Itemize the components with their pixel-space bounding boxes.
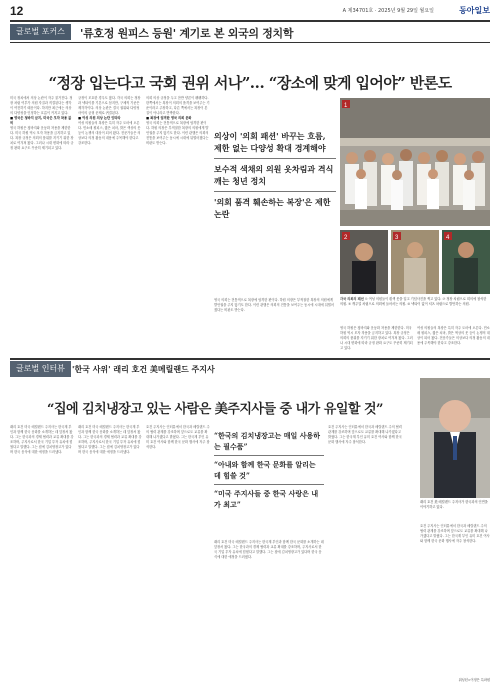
reporter-byline: 워싱턴=이정은 특파원 xyxy=(458,678,490,682)
section-tag: 글로벌 포커스 xyxy=(10,24,71,40)
column-text: 여성 의원들의 복장은 특히 자주 도마에 오른다. 민소매 원피스, 짧은 치마, 밝은 색상의 옷 등이 논쟁의 대상이 되어 왔다. 전문가들은 의상보다 의정 활동의 내용에 주목해야 한다고 강조한다. xyxy=(417,326,490,345)
interview-column-2 xyxy=(78,425,142,685)
photo-three xyxy=(391,230,439,294)
column-text: 호건 주지사는 인터뷰에서 한국과 메릴랜드 주의 협력 관계를 강조하며 앞으로도 교류를 확대해 나가겠다고 밝혔다. 그는 한국계 부인 유미 호건 여사와 함께 한국 문화 행사에 자주 참석한다. xyxy=(420,524,490,543)
section2-header xyxy=(10,361,490,377)
interview-photo-caption: 래리 호건 美 메릴랜드 주지사가 한국과의 인연을 이야기하고 있다. xyxy=(420,500,488,509)
column-text: 영국 의회는 전통적으로 복장에 엄격한 편이다. 하원 의장은 부적절한 복장의 의원에게 발언권을 주지 않기도 한다. 이런 관행은 의회의 전통을 보여주는 동시에 시대에 뒤떨어졌다는 비판도 받는다. xyxy=(214,298,334,312)
subheading: ■ 복장에 엄격한 영국 의회 문화 xyxy=(146,116,192,120)
section2-rule xyxy=(10,358,490,360)
header-rule xyxy=(10,20,490,22)
interview-quotes xyxy=(214,430,324,510)
page-header xyxy=(10,6,490,18)
interview-quote: “미국 주지사들 중 한국 사랑은 내가 최고” xyxy=(214,489,319,509)
svg-text:4: 4 xyxy=(446,235,450,241)
column-text: 래리 호건 미국 메릴랜드 주지사는 한국계 부인과 함께 한국 문화를 소개하는 데 앞장서 왔다. 그는 한국과의 경제 협력과 교류 확대를 강조하며, 주지사로서 한국 기업 투자 유치에 힘썼다고 말했다. 그는 집에 김치냉장고가 있다며 한국 음식에 대한 애정을 드러냈다. xyxy=(78,425,142,454)
interview-column-4 xyxy=(214,540,324,685)
article-column-1 xyxy=(10,96,74,356)
column-text: 래리 호건 미국 메릴랜드 주지사는 한국계 부인과 함께 한국 문화를 소개하는 데 앞장서 왔다. 그는 한국과의 경제 협력과 교류 확대를 강조하며, 주지사로서 한국 기업 투자 유치에 힘썼다고 말했다. 그는 집에 김치냉장고가 있다며 한국 음식에 대한 애정을 드러냈다. xyxy=(214,540,325,559)
pull-quote: 의상이 '의회 패션' 바꾸는 흐름, 제한 없는 다양성 확대 경계해야 xyxy=(214,131,326,153)
photo-caption xyxy=(340,297,490,327)
pull-quote: 보수적 색채의 의원 옷차림과 격식 깨는 청년 정치 xyxy=(214,164,334,186)
svg-text:2: 2 xyxy=(344,235,348,241)
page-number: 12 xyxy=(10,4,24,18)
interview-quote: “아내와 함께 한국 문화를 알리는 데 힘쓸 것” xyxy=(214,460,316,480)
column-text: 영국 의회는 전통적으로 복장에 엄격한 편이다. 하원 의장은 부적절한 복장의 의원에게 발언권을 주지 않기도 한다. 이런 관행은 의회의 전통을 보여주는 동시에 시대에 뒤떨어졌다는 비판도 받는다. xyxy=(146,121,210,145)
article-column-4 xyxy=(214,298,336,356)
interview-column-1 xyxy=(10,425,74,685)
caption-text: ① 여성 의원들이 흰색 옷을 입고 기념사진을 찍고 있다. ② 정장 차림으로 회의에 참석한 의원. ③ 캐주얼 차림으로 의회에 들어서는 의원. ④ 넥타이 없이 셔츠 차림으로 발언하는 의원. xyxy=(340,297,487,306)
newspaper-logo: 동아일보 xyxy=(459,6,490,15)
interview-quote: “한국의 김치냉장고는 매일 사용하는 필수품” xyxy=(214,431,321,451)
edition-info: A 제34701호 · 2025년 9월 29일 월요일 xyxy=(342,8,434,14)
subheading: ■ 여성 의원 의상 논란 잇따라 xyxy=(78,116,121,120)
photo-interviewee xyxy=(420,378,490,498)
article-column-3 xyxy=(146,96,210,356)
section-header xyxy=(10,24,490,40)
section2-kicker: '한국 사위' 래리 호건 美메릴랜드 주지사 xyxy=(72,365,215,374)
column-text: 호건 주지사는 인터뷰에서 한국과 메릴랜드 주의 협력 관계를 강조하며 앞으로도 교류를 확대해 나가겠다고 밝혔다. 그는 한국계 부인 유미 호건 여사와 함께 한국 문화 행사에 자주 참석한다. xyxy=(146,425,210,449)
headline: “정장 입는다고 국회 권위 서나”… “장소에 맞게 입어야” 반론도 xyxy=(48,74,452,92)
caption-label: 각국 의회의 패션 xyxy=(340,297,364,301)
photo-two xyxy=(340,230,388,294)
column-text: 규정이 모호한 경우도 많다. 각국 의회는 정장과 넥타이를 기본으로 삼지만, 구체적 기준은 제각각이다. 의상 논란은 결국 권위와 다양성 사이의 균형 문제로 귀결된다. xyxy=(78,96,141,115)
section-kicker: '류호정 원피스 등원' 계기로 본 외국의 정치학 xyxy=(80,27,294,40)
interview-column-3 xyxy=(146,425,210,685)
photo-parliament-group xyxy=(340,98,490,226)
photo-four xyxy=(442,230,490,294)
svg-text:1: 1 xyxy=(344,103,348,109)
interview-column-5 xyxy=(328,425,402,685)
pull-quote: '의회 품격 훼손하는 복장'은 제한 논란 xyxy=(214,197,331,219)
column-text: 영국 하원은 청바지와 운동화 착용을 제한한다. 미국 하원 역시 모자 착용을 금지하고 있다. 복장 규정은 의회의 품위를 지키기 위한 장치로 여겨져 왔다. 그러나 시대 변화에 따라 규정 완화 요구도 꾸준히 제기되고 있다. xyxy=(10,126,74,150)
svg-text:3: 3 xyxy=(395,235,399,241)
article-column-2 xyxy=(78,96,142,356)
column-text: 미국 정치에서 의상 논란이 자주 불거진다. 정장 차림 여부가 의원 자질과 직결된다는 생각이 여전하기 때문이다. 하지만 최근에는 의상의 다양성을 인정하는 흐름이 커지고 있다. xyxy=(10,96,73,115)
section-rule xyxy=(10,42,490,43)
column-text: 여성 의원들의 복장은 특히 자주 도마에 오른다. 민소매 원피스, 짧은 치마, 밝은 색상의 옷 등이 논쟁의 대상이 되어 왔다. 전문가들은 의상보다 의정 활동의 내용에 주목해야 한다고 강조한다. xyxy=(78,121,142,145)
section2-tag: 글로벌 인터뷰 xyxy=(10,361,71,377)
column-text: 래리 호건 미국 메릴랜드 주지사는 한국계 부인과 함께 한국 문화를 소개하는 데 앞장서 왔다. 그는 한국과의 경제 협력과 교류 확대를 강조하며, 주지사로서 한국 기업 투자 유치에 힘썼다고 말했다. 그는 집에 김치냉장고가 있다며 한국 음식에 대한 애정을 드러냈다. xyxy=(10,425,74,454)
article-column-6 xyxy=(417,326,490,356)
article-column-5 xyxy=(340,326,413,356)
column-text: 호건 주지사는 인터뷰에서 한국과 메릴랜드 주의 협력 관계를 강조하며 앞으로도 교류를 확대해 나가겠다고 밝혔다. 그는 한국계 부인 유미 호건 여사와 함께 한국 문화 행사에 자주 참석한다. xyxy=(328,425,403,444)
column-text: 영국 하원은 청바지와 운동화 착용을 제한한다. 미국 하원 역시 모자 착용을 금지하고 있다. 복장 규정은 의회의 품위를 지키기 위한 장치로 여겨져 왔다. 그러나 시대 변화에 따라 규정 완화 요구도 꾸준히 제기되고 있다. xyxy=(340,326,413,350)
column-text: 의회 의상 규정을 두고 찬반 양론이 팽팽하다. 한쪽에서는 복장이 의회의 품격을 보여주는 기준이라고 주장하고, 다른 쪽에서는 복장이 본질이 아니라고 반박한다. xyxy=(146,96,210,115)
headline-2: “집에 김치냉장고 있는 사람은 美주지사들 중 내가 유일할 것” xyxy=(47,402,383,417)
subheading: ■ 영국은 청바지 금지, 미국은 모자 착용 불허 xyxy=(10,116,72,125)
pull-quote-box xyxy=(214,130,336,220)
interview-side-text xyxy=(420,524,490,674)
